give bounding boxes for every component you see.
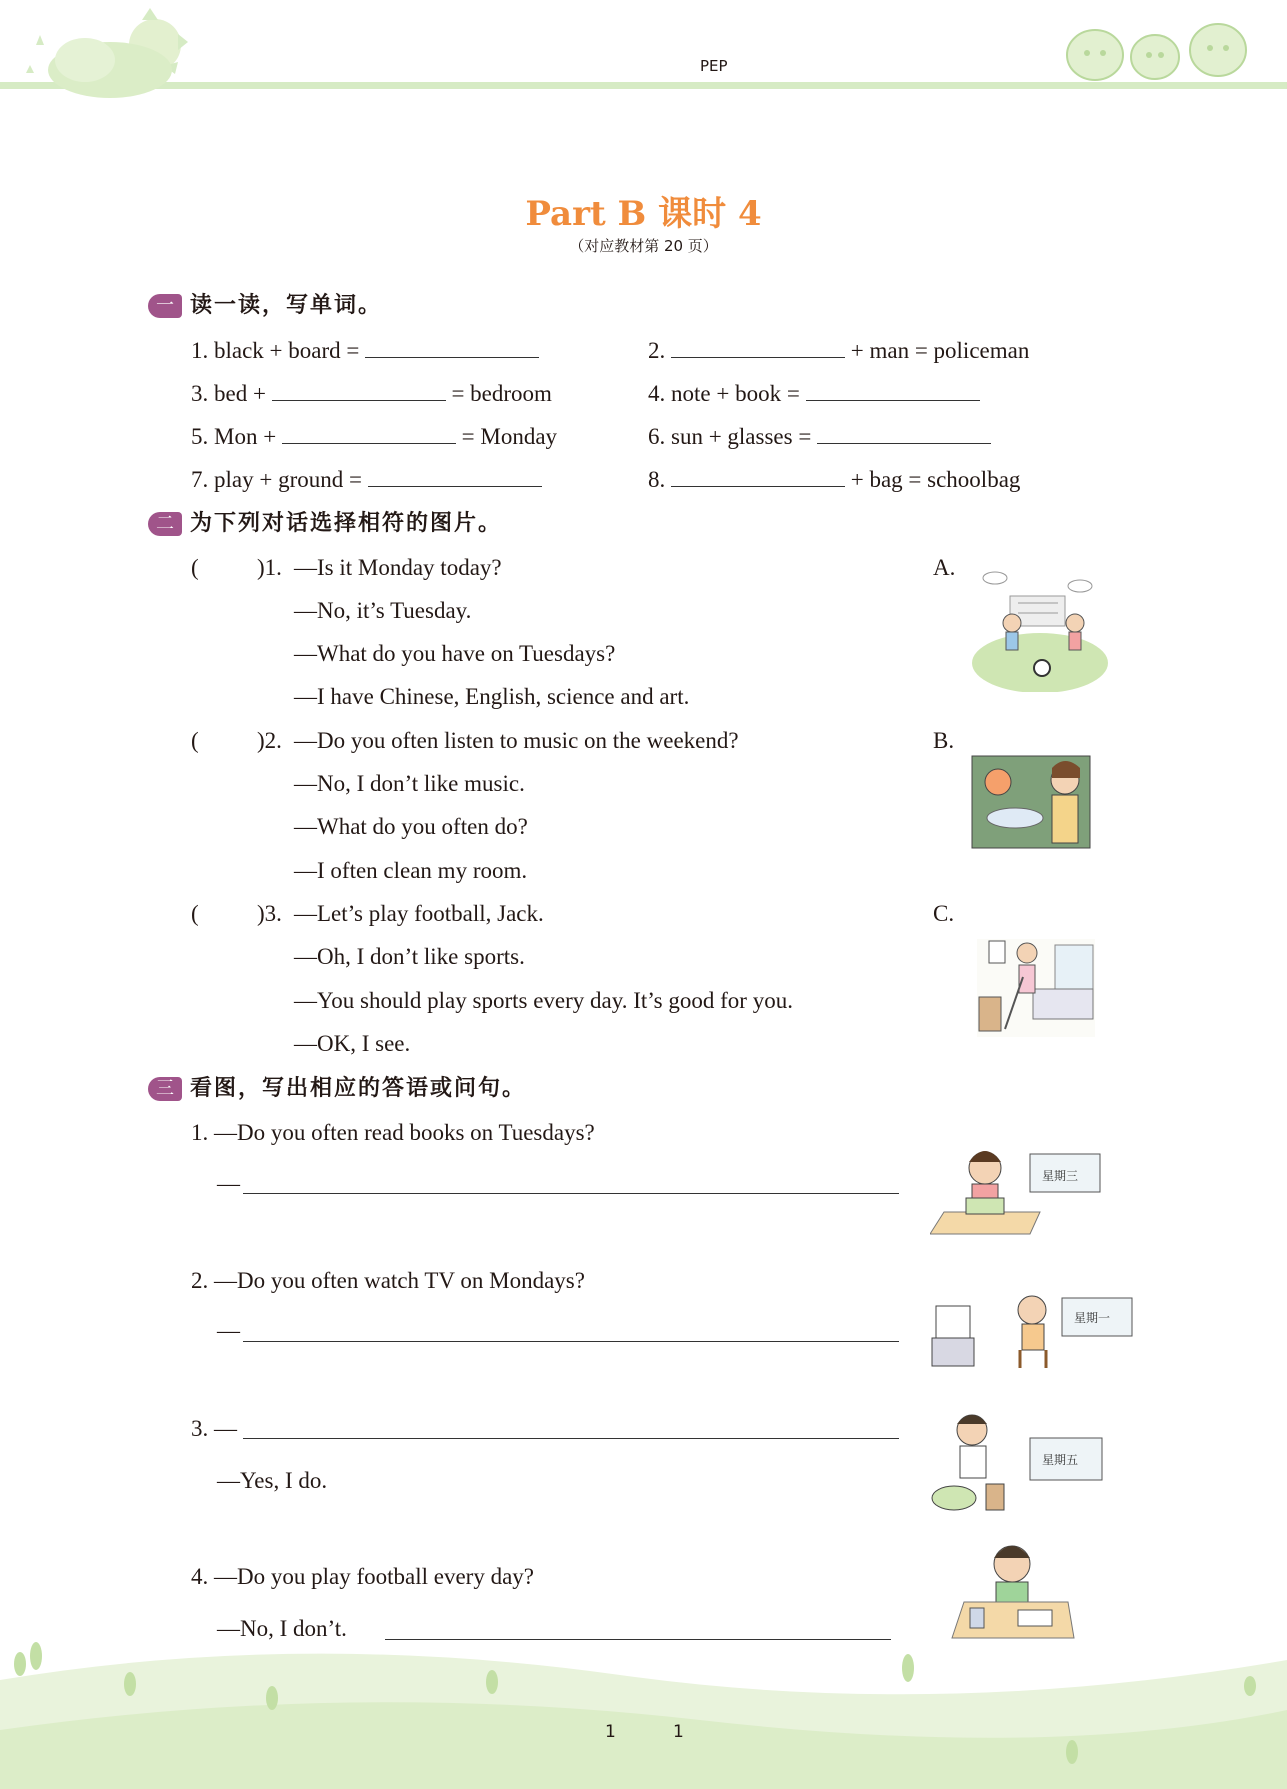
calendar-q3-label: 星期五	[1042, 1453, 1079, 1467]
word-item-5-text: 5. Mon +	[191, 424, 277, 449]
picture-a-football	[970, 568, 1110, 692]
page-subtitle: （对应教材第 20 页）	[569, 237, 718, 255]
calendar-q1-label: 星期三	[1042, 1169, 1079, 1183]
dialog-2-line-3: —What do you often do?	[294, 814, 528, 839]
section-3-badge: 三	[148, 1077, 182, 1101]
header-decoration	[0, 0, 1287, 120]
dialog-2-num: )2.	[257, 728, 282, 753]
answer-blank-7[interactable]	[368, 464, 542, 487]
answer-blank-6[interactable]	[817, 421, 991, 444]
dialog-1-num: )1.	[257, 555, 282, 580]
picture-c-cleaning	[975, 937, 1097, 1042]
word-item-3-post: = bedroom	[451, 381, 552, 406]
dialog-3-line-4: —OK, I see.	[294, 1031, 411, 1056]
q4-question: 4. —Do you play football every day?	[191, 1564, 534, 1589]
dialog-3-num: )3.	[257, 901, 282, 926]
word-item-5-post: = Monday	[461, 424, 558, 449]
section-2-badge: 二	[148, 512, 182, 536]
answer-blank-2[interactable]	[671, 335, 845, 358]
q2-question: 2. —Do you often watch TV on Mondays?	[191, 1268, 585, 1293]
dialog-3-line-1: —Let’s play football, Jack.	[294, 901, 544, 926]
word-item-6	[648, 421, 991, 452]
q2-answer-line[interactable]	[243, 1341, 899, 1342]
word-item-7	[191, 464, 542, 495]
section-1-badge: 一	[148, 294, 182, 318]
word-item-7-text: 7. play + ground =	[191, 467, 362, 492]
section-1-heading: 读一读，写单词。	[190, 293, 383, 318]
word-item-1	[191, 335, 539, 366]
answer-blank-4[interactable]	[806, 378, 980, 401]
dialog-1-line-4: —I have Chinese, English, science and art.	[294, 684, 690, 709]
q4-answer: —No, I don’t.	[217, 1616, 347, 1641]
series-label: PEP	[700, 57, 728, 75]
dialog-3-line-2: —Oh, I don’t like sports.	[294, 944, 525, 969]
section-3-heading: 看图，写出相应的答语或问句。	[190, 1076, 527, 1101]
dialog-2-line-2: —No, I don’t like music.	[294, 771, 525, 796]
q3-answer: —Yes, I do.	[217, 1468, 328, 1493]
calendar-q2-label: 星期一	[1074, 1311, 1111, 1325]
dialog-1-line-1: —Is it Monday today?	[294, 555, 502, 580]
word-item-2-num: 2.	[648, 338, 666, 363]
answer-blank-1[interactable]	[365, 335, 539, 358]
dialog-2-line-4: —I often clean my room.	[294, 858, 528, 883]
picture-q2-tv	[930, 1288, 1135, 1373]
option-a-label: A.	[933, 555, 956, 580]
word-item-8-num: 8.	[648, 467, 666, 492]
word-item-3	[191, 378, 552, 409]
word-item-2-text: + man = policeman	[850, 338, 1030, 363]
page-number-right: 1	[673, 1722, 684, 1742]
answer-paren-3[interactable]: (	[191, 901, 199, 926]
word-item-2	[648, 335, 1029, 366]
q3-question: 3. —	[191, 1416, 237, 1441]
word-item-4	[648, 378, 980, 409]
q1-answer-dash: —	[217, 1171, 240, 1196]
page-title: Part B 课时 4	[525, 194, 762, 234]
answer-blank-3[interactable]	[272, 378, 446, 401]
q3-question-line[interactable]	[243, 1438, 899, 1439]
q2-answer-dash: —	[217, 1318, 240, 1343]
word-item-4-text: 4. note + book =	[648, 381, 800, 406]
word-item-3-text: 3. bed +	[191, 381, 266, 406]
q1-answer-line[interactable]	[243, 1193, 899, 1194]
word-item-1-text: 1. black + board =	[191, 338, 360, 363]
answer-blank-5[interactable]	[282, 421, 456, 444]
word-item-6-text: 6. sun + glasses =	[648, 424, 812, 449]
picture-q1-reading	[930, 1140, 1105, 1236]
answer-paren-1[interactable]: (	[191, 555, 199, 580]
answer-paren-2[interactable]: (	[191, 728, 199, 753]
picture-q3-washing	[930, 1410, 1105, 1514]
word-item-5	[191, 421, 557, 452]
q1-question: 1. —Do you often read books on Tuesdays?	[191, 1120, 595, 1145]
dialog-1-line-3: —What do you have on Tuesdays?	[294, 641, 616, 666]
answer-blank-8[interactable]	[671, 464, 845, 487]
word-item-8	[648, 464, 1020, 495]
page-number-left: 1	[605, 1722, 616, 1742]
option-c-label: C.	[933, 901, 955, 926]
footer-hills	[0, 1620, 1287, 1789]
dialog-2-line-1: —Do you often listen to music on the weekend?	[294, 728, 739, 753]
word-item-8-text: + bag = schoolbag	[850, 467, 1021, 492]
option-b-label: B.	[933, 728, 955, 753]
dialog-3-line-3: —You should play sports every day. It’s good for you.	[294, 988, 793, 1013]
section-2-heading: 为下列对话选择相符的图片。	[190, 511, 503, 536]
dialog-1-line-2: —No, it’s Tuesday.	[294, 598, 472, 623]
picture-b-art	[970, 750, 1095, 855]
